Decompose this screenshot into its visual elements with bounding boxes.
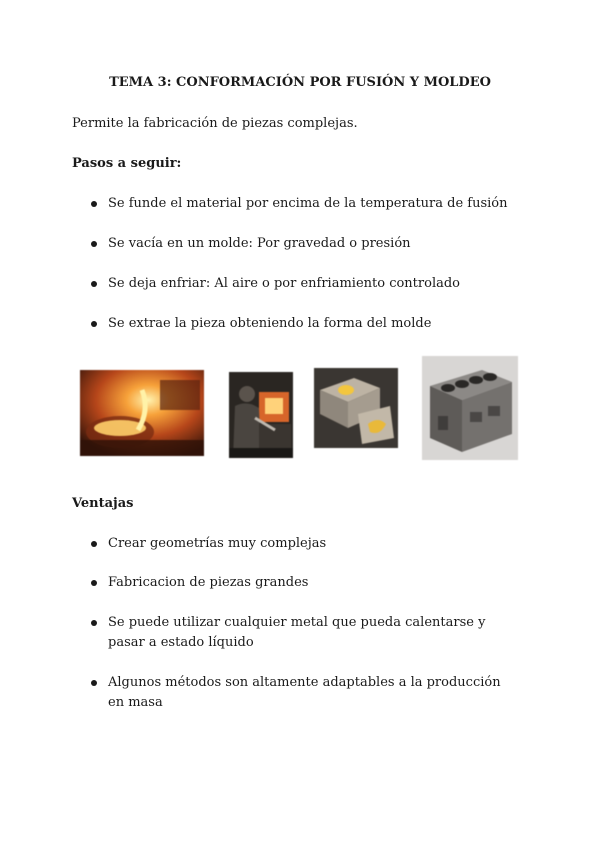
list-item-text: Se vacía en un molde: Por gravedad o presión — [108, 236, 411, 251]
bullet-icon — [91, 680, 97, 686]
bullet-icon — [91, 321, 97, 327]
list-item — [108, 274, 518, 294]
bullet-icon — [91, 620, 97, 626]
list-item-text: Crear geometrías muy complejas — [108, 536, 327, 551]
list-item-text: Algunos métodos son altamente adaptables a la producción en masa — [108, 675, 501, 710]
list-item-text: Se deja enfriar: Al aire o por enfriamiento controlado — [108, 276, 461, 291]
bullet-icon — [91, 201, 97, 207]
molten-metal-pouring-image — [80, 370, 204, 456]
list-item-text: Se extrae la pieza obteniendo la forma del molde — [108, 316, 432, 331]
list-item — [108, 613, 518, 653]
list-item-text: Se funde el material por encima de la temperatura de fusión — [108, 196, 508, 211]
list-item — [108, 314, 518, 334]
engine-block-image — [422, 356, 518, 460]
list-item — [108, 573, 518, 593]
page-title: TEMA 3: CONFORMACIÓN POR FUSIÓN Y MOLDEO — [109, 75, 491, 90]
bullet-icon — [91, 541, 97, 547]
list-item — [108, 534, 518, 554]
intro-text: Permite la fabricación de piezas complejas. — [72, 116, 358, 131]
bullet-icon — [91, 580, 97, 586]
bullet-icon — [91, 281, 97, 287]
list-item-text: Se puede utilizar cualquier metal que pueda calentarse y pasar a estado líquido — [108, 615, 486, 650]
list-item-text: Fabricacion de piezas grandes — [108, 575, 309, 590]
list-item — [108, 234, 518, 254]
list-item — [108, 673, 518, 713]
foundry-worker-image — [229, 372, 293, 458]
bullet-icon — [91, 241, 97, 247]
sand-mold-image — [314, 368, 398, 448]
list-item — [108, 194, 518, 214]
steps-heading: Pasos a seguir: — [72, 156, 182, 171]
advantages-heading: Ventajas — [72, 496, 134, 511]
